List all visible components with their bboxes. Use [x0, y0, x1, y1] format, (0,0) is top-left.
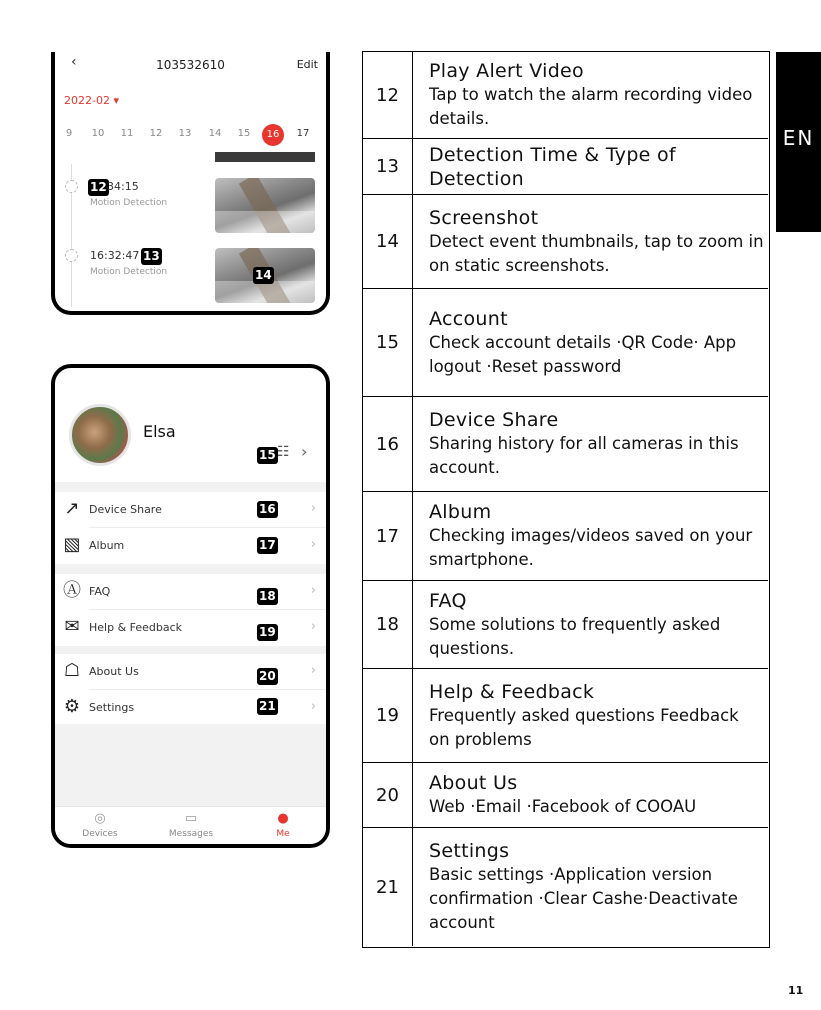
row-title: Album: [429, 501, 492, 523]
tab-devices[interactable]: [60, 811, 140, 839]
table-row: [363, 397, 768, 492]
row-title: Detection Time & Type of Detection: [429, 143, 676, 190]
callout-badge: 12: [90, 180, 107, 194]
callout-badge: 13: [143, 249, 160, 263]
chevron-right-icon: ›: [310, 501, 316, 516]
tab-messages[interactable]: [151, 811, 231, 839]
row-description: Detect event thumbnails, tap to zoom in on static screenshots.: [429, 231, 764, 275]
event-time[interactable]: 34:15: [107, 180, 139, 193]
faq-icon: Ⓐ: [63, 580, 81, 601]
empty-area: [55, 724, 326, 806]
share-icon: ↗: [64, 498, 80, 519]
timeline-dot-icon: [65, 249, 78, 262]
menu-item-device-share[interactable]: [55, 492, 326, 528]
row-number: 18: [363, 581, 413, 668]
section-gap: [55, 482, 326, 492]
tab-label: Devices: [82, 829, 118, 839]
menu-item-label: Help & Feedback: [89, 621, 183, 634]
section-gap: [55, 646, 326, 654]
callout-badge: 16: [259, 502, 276, 516]
callout-badge: 15: [259, 448, 276, 462]
table-row: [363, 195, 768, 289]
row-title: Settings: [429, 840, 510, 862]
avatar[interactable]: [69, 404, 131, 466]
menu-item-label: About Us: [89, 665, 139, 678]
table-row: [363, 828, 768, 946]
row-number: 16: [363, 397, 413, 491]
album-icon: ▧: [63, 534, 81, 555]
row-number: 13: [363, 139, 413, 194]
day-item-selected[interactable]: 16: [262, 124, 284, 146]
row-number: 20: [363, 763, 413, 827]
event-type: Motion Detection: [90, 198, 168, 208]
language-tab: [776, 52, 821, 232]
menu-item-label: Album: [89, 539, 125, 552]
menu-item-album[interactable]: [55, 528, 326, 564]
chevron-left-icon[interactable]: ‹: [71, 54, 77, 70]
camera-icon: ◎: [94, 811, 106, 826]
event-thumbnail[interactable]: [215, 248, 315, 303]
alert-video-screen: [51, 52, 330, 315]
edit-button[interactable]: Edit: [296, 58, 318, 71]
row-number: 17: [363, 492, 413, 580]
table-row: [363, 669, 768, 763]
callout-badge: 21: [259, 699, 276, 713]
row-number: 21: [363, 828, 413, 946]
mail-icon: ✉: [64, 616, 80, 637]
row-description: Frequently asked questions Feedback on problems: [429, 705, 739, 749]
tab-label: Messages: [168, 829, 214, 839]
menu-item-label: Device Share: [89, 503, 162, 516]
day-item[interactable]: 11: [120, 128, 134, 139]
event-type: Motion Detection: [90, 267, 168, 277]
qr-code-icon[interactable]: ☷: [277, 444, 290, 460]
timeline-dot-icon: [65, 180, 78, 193]
callout-badge: 19: [259, 625, 276, 639]
day-item[interactable]: 9: [65, 128, 73, 139]
screen-header: [55, 54, 326, 74]
menu-item-label: FAQ: [89, 585, 111, 598]
previous-thumbnail[interactable]: [215, 152, 315, 162]
chevron-right-icon: ›: [310, 699, 316, 714]
row-title: Account: [429, 307, 508, 330]
tab-me[interactable]: [243, 811, 323, 839]
row-number: 14: [363, 195, 413, 288]
row-description: Check account details ·QR Code· App logout ·Reset password: [429, 332, 737, 376]
row-title: FAQ: [429, 589, 467, 612]
feature-table: [362, 51, 770, 948]
row-description: Sharing history for all cameras in this account.: [429, 434, 739, 477]
menu-item-settings[interactable]: [55, 690, 326, 726]
thumbnail-detail: [215, 211, 315, 233]
language-label: EN: [782, 126, 815, 150]
chevron-right-icon: ›: [310, 663, 316, 678]
chevron-right-icon[interactable]: ›: [301, 442, 308, 461]
chevron-right-icon: ›: [310, 619, 316, 634]
callout-badge: 17: [259, 538, 276, 552]
chevron-right-icon: ›: [310, 583, 316, 598]
message-icon: ▭: [184, 811, 198, 826]
row-number: 19: [363, 669, 413, 762]
row-title: Device Share: [429, 409, 559, 431]
row-title: Help & Feedback: [429, 680, 595, 703]
table-row: [363, 492, 768, 581]
day-item[interactable]: 12: [149, 128, 163, 139]
row-title: Screenshot: [429, 206, 539, 229]
me-screen: [51, 364, 330, 848]
row-description: Basic settings ·Application version confirmation ·Clear Cashe·Deactivate account: [429, 865, 738, 932]
callout-badge: 14: [255, 268, 272, 282]
tab-label: Me: [276, 829, 290, 839]
row-description: Web ·Email ·Facebook of COOAU: [429, 797, 697, 816]
person-icon: ●: [277, 811, 289, 826]
month-selector[interactable]: 2022-02 ▾: [64, 94, 119, 107]
about-icon: ☖: [63, 660, 81, 681]
day-item[interactable]: 10: [91, 128, 105, 139]
menu-item-about-us[interactable]: [55, 654, 326, 690]
day-item[interactable]: 14: [208, 128, 222, 139]
table-row: [363, 763, 768, 828]
callout-badge: 18: [259, 589, 276, 603]
row-number: 12: [363, 52, 413, 138]
chevron-right-icon: ›: [310, 537, 316, 552]
day-strip: [55, 124, 326, 148]
day-item[interactable]: 17: [296, 128, 310, 139]
table-row: [363, 581, 768, 669]
event-thumbnail[interactable]: [215, 178, 315, 233]
row-description: Some solutions to frequently asked questions.: [429, 614, 721, 658]
menu-item-faq[interactable]: [55, 574, 326, 610]
page-number: 11: [788, 984, 804, 997]
menu-item-help-feedback[interactable]: [55, 610, 326, 646]
menu-item-label: Settings: [89, 701, 135, 714]
table-row: [363, 289, 768, 397]
bottom-tab-bar: [55, 806, 326, 848]
row-description: Checking images/videos saved on your smartphone.: [429, 526, 753, 569]
day-item[interactable]: 15: [237, 128, 251, 139]
day-item[interactable]: 13: [178, 128, 192, 139]
event-time[interactable]: 16:32:47: [90, 249, 140, 262]
user-name: Elsa: [143, 422, 176, 441]
thumbnail-detail: [215, 281, 315, 303]
row-number: 15: [363, 289, 413, 396]
row-title: Play Alert Video: [429, 60, 584, 82]
table-row: [363, 52, 768, 139]
callout-badge: 20: [259, 669, 276, 683]
gear-icon: ⚙: [63, 696, 81, 717]
table-row: [363, 139, 768, 195]
section-gap: [55, 564, 326, 574]
row-title: About Us: [429, 772, 518, 794]
device-id-title: 103532610: [156, 58, 225, 72]
row-description: Tap to watch the alarm recording video details.: [429, 85, 753, 128]
